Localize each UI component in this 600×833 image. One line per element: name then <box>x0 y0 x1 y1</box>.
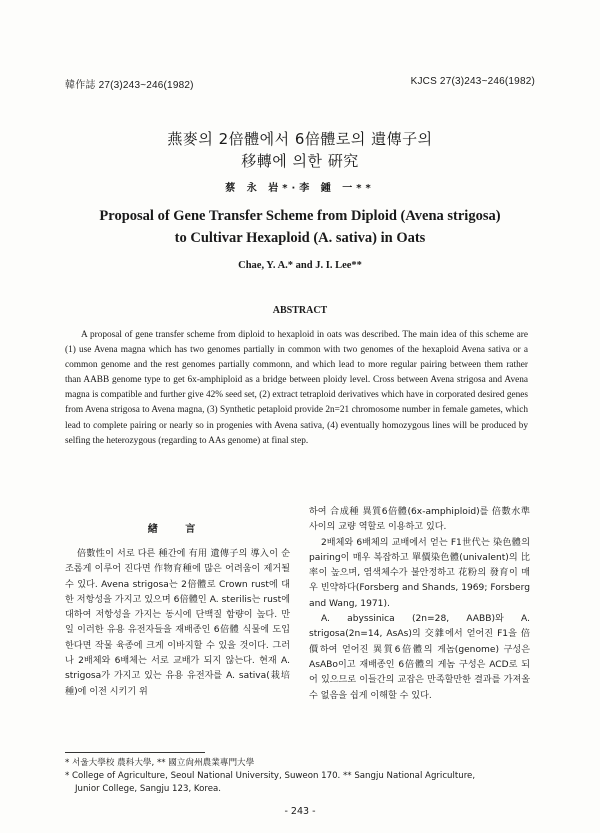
footnote-english-1: * College of Agriculture, Seoul National University, Suweon 170. ** Sangju National Agriculture, <box>65 771 476 781</box>
english-title-line2: to Cultivar Hexaploid (A. sativa) in Oats <box>174 230 426 246</box>
footnote-korean: * 서울大學校 農科大學, ** 國立尙州農業專門大學 <box>65 758 255 768</box>
left-column <box>65 547 290 700</box>
korean-title-line2: 移轉에 의한 硏究 <box>241 152 359 170</box>
introduction-heading: 緖 言 <box>147 524 208 535</box>
korean-title-line1: 燕麥의 2倍體에서 6倍體로의 遺傳子의 <box>167 130 433 148</box>
abstract-heading: ABSTRACT <box>272 305 328 316</box>
right-column <box>309 505 530 704</box>
english-authors: Chae, Y. A.* and J. I. Lee** <box>238 260 362 271</box>
intro-right-paragraph-2: 2배체와 6배체의 교배에서 얻는 F1世代는 染色體의 pairing이 매우 복잡하고 單價染色體(univalent)의 比率이 높으며, 염색체수가 불안정하고 花粉의 發育이 매우 빈약하다(Forsberg and Shands, 1969; Forsberg and Wang, 1971). <box>309 537 530 609</box>
journal-citation-left: 韓作誌 27(3)243~246(1982) <box>65 80 194 91</box>
abstract-text: A proposal of gene transfer scheme from diploid to hexaploid in oats was described. The main idea of this scheme are (1) use Avena magna which has two genomes partially in common with two genomes of the hexaploid Avena sativa or a common genome and the rest genomes partially commonn, and which lead to more regular pairing between them rather than AABB genome type to get 6x-amphiploid as a bridge between ploidy level. Cross between Avena strigosa and Avena magna is compatible and further give 42% seed set, (2) extract tetraploid derivatives which have in corporated desired genes from Avena strigosa to Avena magna, (3) Synthetic petaploid provide 2n=21 chromosome number in female gametes, which lead to complete pairing or nearly so in progenies with Avena sativa, (4) eventually homozygous lines will be produced by selfing the heterozygous (regarding to AAs genome) at final step. <box>65 330 528 446</box>
intro-right-paragraph-3: A. abyssinica (2n=28, AABB)와 A. strigosa(2n=14, AsAs)의 交雜에서 얻어진 F1을 倍價하여 얻어진 異質6倍體의 게놈(genome) 구성은 AsABo이고 재배종인 6倍體의 게놈 구성은 ACD로 되어 있으므로 이들간의 교잡은 만족할만한 결과를 가져올 수 없음을 쉽게 이해할 수 있다. <box>309 614 530 701</box>
intro-right-paragraph-1: 하여 合成種 異質6倍體(6x-amphiploid)를 倍數水準 사이의 교량 역할로 이용하고 있다. <box>309 507 530 533</box>
english-title-line1: Proposal of Gene Transfer Scheme from Diploid (Avena strigosa) <box>99 208 501 224</box>
footnote-english-2: Junior College, Sangju 123, Korea. <box>75 784 222 794</box>
footnote-divider <box>65 752 205 753</box>
intro-left-paragraph: 倍數性이 서로 다른 種간에 有用 遺傳子의 導入이 순조롭게 이루어 진다면 作物育種에 많은 어려움이 제거될 수 있다. Avena strigosa는 2倍體로 Crown rust에 대한 저항성을 가지고 있으며 6倍體인 A. sterilis는 rust에 대하여 저항성을 가지는 동시에 단백질 함량이 높다. 만일 이러한 유용 유전자들을 재배종인 6倍體 식물에 도입한다면 작물 육종에 크게 이바지할 수 있을 것이다. 그러나 2배체와 6배체는 서로 교배가 되지 않는다. 현재 A. strigosa가 가지고 있는 유용 유전자를 A. sativa(栽培種)에 이전 시키기 위 <box>65 549 290 697</box>
journal-citation-right: KJCS 27(3)243~246(1982) <box>410 76 535 87</box>
page-number: - 243 - <box>284 806 316 817</box>
korean-authors: 蔡 永 岩*·李 鍾 一** <box>225 183 375 194</box>
